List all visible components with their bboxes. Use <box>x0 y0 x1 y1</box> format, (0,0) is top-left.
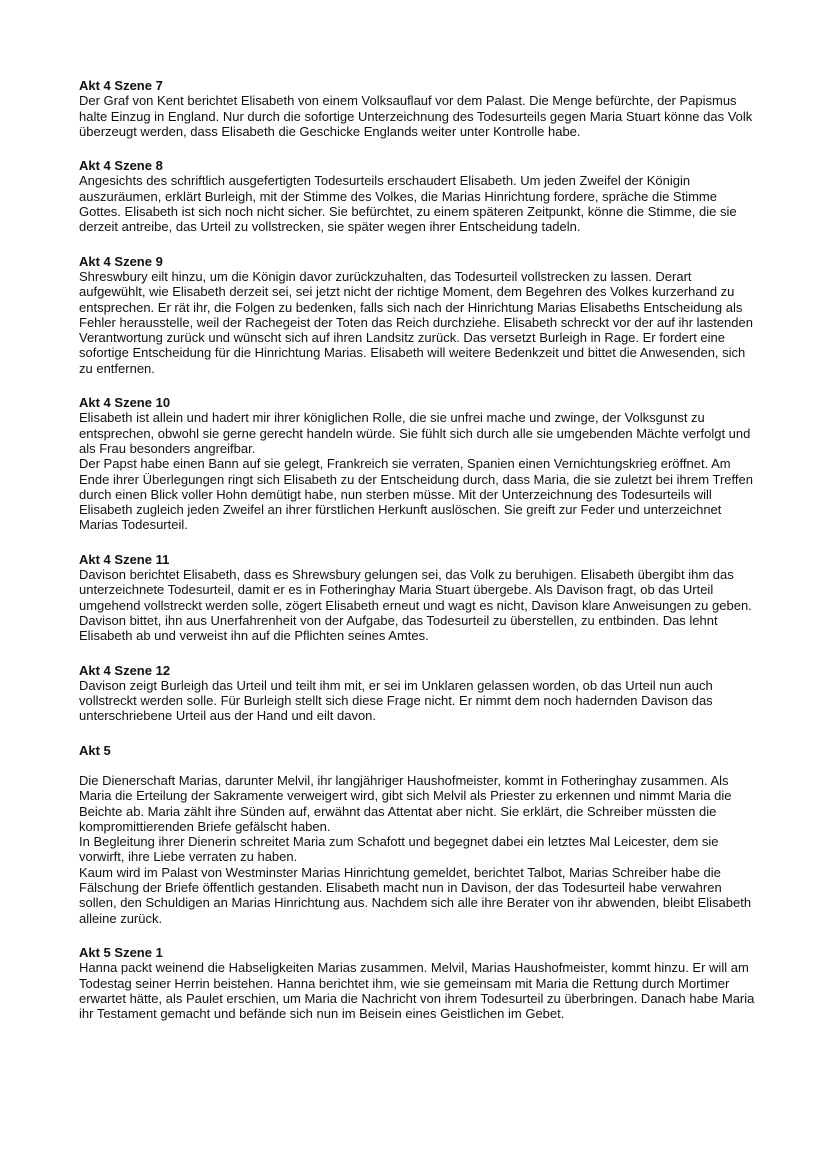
section-heading: Akt 5 <box>79 742 111 758</box>
section-akt4-szene11 <box>79 552 759 644</box>
section-paragraph: Kaum wird im Palast von Westminster Marias Hinrichtung gemeldet, berichtet Talbot, Marias Schreiber habe die Fälschung der Briefe öffentlich gestanden. Elisabeth macht nun in Davison, der das Todesurteil habe verwahren sollen, den Schuldigen an Marias Hinrichtung aus. Nachdem sich alle ihre Berater von ihr abwenden, bleibt Elisabeth alleine zurück. <box>79 864 752 926</box>
section-paragraph: In Begleitung ihrer Dienerin schreitet Maria zum Schafott und begegnet dabei ein letztes Mal Leicester, dem sie vorwirft, ihre Liebe verraten zu haben. <box>79 834 719 865</box>
section-akt5-szene1 <box>79 945 759 1021</box>
section-akt5 <box>79 743 759 926</box>
document-page <box>79 78 759 1040</box>
section-akt4-szene12 <box>79 663 759 724</box>
section-akt4-szene7 <box>79 78 759 139</box>
section-heading: Akt 4 Szene 8 <box>79 158 163 174</box>
section-heading: Akt 4 Szene 7 <box>79 78 163 93</box>
section-akt4-szene10 <box>79 395 759 533</box>
section-paragraph: Der Papst habe einen Bann auf sie gelegt, Frankreich sie verraten, Spanien einen Vernichtungskrieg eröffnet. Am Ende ihrer Überlegungen ringt sich Elisabeth zu der Entscheidung durch, dass Maria, die sie zuletzt bei ihrem Treffen durch einen Blick voller Hohn demütigt habe, nun sterben müsse. Mit der Unterzeichnung des Todesurteils will Elisabeth zugleich jeden Zweifel an ihrer fürstlichen Herkunft auslöschen. Sie greift zur Feder und unterzeichnet Marias Todesurteil. <box>79 456 753 533</box>
section-paragraph: Davison berichtet Elisabeth, dass es Shrewsbury gelungen sei, das Volk zu beruhigen. Elisabeth übergibt ihm das unterzeichnete Todesurteil, damit er es in Fotheringhay Maria Stuart übergebe. Als Davison fragt, ob das Urteil umgehend vollstreckt werden solle, zögert Elisabeth erneut und wagt es nicht, Davison klare Anweisungen zu geben. Davison bittet, ihn aus Unerfahrenheit von der Aufgabe, das Todesurteil zu überstellen, zu entbinden. Das lehnt Elisabeth ab und verweist ihn auf die Pflichten seines Amtes. <box>79 567 752 644</box>
section-heading: Akt 4 Szene 11 <box>79 551 170 567</box>
section-paragraph: Angesichts des schriftlich ausgefertigten Todesurteils erschaudert Elisabeth. Um jeden Zweifel der Königin auszuräumen, erklärt Burleigh, mit der Stimme des Volkes, die Marias Hinrichtung fordere, spräche die Stimme Gottes. Elisabeth ist sich noch nicht sicher. Sie befürchtet, zu einem späteren Zeitpunkt, könne die Stimme, die sie derzeit antreibe, das Urteil zu vollstrecken, sie später wegen ihrer Entscheidung tadeln. <box>79 173 737 235</box>
section-paragraph: Shreswbury eilt hinzu, um die Königin davor zurückzuhalten, das Todesurteil vollstrecken zu lassen. Derart aufgewühlt, wie Elisabeth derzeit sei, sei jetzt nicht der richtige Moment, dem Begehren des Volkes kurzerhand zu entsprechen. Er rät ihr, die Folgen zu bedenken, falls sich nach der Hinrichtung Marias Elisabeths Entscheidung als Fehler herausstelle, weil der Rachegeist der Toten das Reich durchziehe. Elisabeth schreckt vor der auf ihr lastenden Verantwortung zurück und wünscht sich auf ihren Landsitz zurück. Das versetzt Burleigh in Rage. Er fordert eine sofortige Entscheidung für die Hinrichtung Marias. Elisabeth will weitere Bedenkzeit und bittet die Anwesenden, sich zu entfernen. <box>79 268 753 376</box>
section-heading: Akt 4 Szene 10 <box>79 395 171 411</box>
section-paragraph: Elisabeth ist allein und hadert mir ihrer königlichen Rolle, die sie unfrei mache und zwinge, der Volksgunst zu entsprechen, obwohl sie gerne gerecht handeln würde. Sie fühlt sich durch alle sie umgebenden Mächte verfolgt und als Frau besonders angreifbar. <box>79 410 751 456</box>
section-akt4-szene9 <box>79 254 759 376</box>
section-heading: Akt 4 Szene 12 <box>79 662 171 678</box>
section-paragraph: Der Graf von Kent berichtet Elisabeth von einem Volksauflauf vor dem Palast. Die Menge befürchte, der Papismus halte Einzug in England. Nur durch die sofortige Unterzeichnung des Todesurteils gegen Maria Stuart könne das Volk überzeugt werden, dass Elisabeth die Geschicke Englands weiter unter Kontrolle habe. <box>79 93 753 139</box>
section-akt4-szene8 <box>79 158 759 234</box>
section-paragraph: Hanna packt weinend die Habseligkeiten Marias zusammen. Melvil, Marias Haushofmeister, kommt hinzu. Er will am Todestag seiner Herrin beistehen. Hanna berichtet ihm, wie sie gemeinsam mit Maria die Rettung durch Mortimer erwartet hätte, als Paulet erschien, um Maria die Nachricht von ihrem Todesurteil zu überbringen. Danach habe Maria ihr Testament gemacht und befände sich nun im Beisein eines Geistlichen im Gebet. <box>79 960 755 1022</box>
section-paragraph: Davison zeigt Burleigh das Urteil und teilt ihm mit, er sei im Unklaren gelassen worden, ob das Urteil nun auch vollstreckt werden solle. Für Burleigh stellt sich diese Frage nicht. Er nimmt dem noch hadernden Davison das unterschriebene Urteil aus der Hand und eilt davon. <box>79 677 713 724</box>
section-heading: Akt 4 Szene 9 <box>79 253 163 269</box>
section-heading: Akt 5 Szene 1 <box>79 944 163 960</box>
section-paragraph: Die Dienerschaft Marias, darunter Melvil, ihr langjähriger Haushofmeister, kommt in Fotheringhay zusammen. Als Maria die Erteilung der Sakramente verweigert wird, gibt sich Melvil als Priester zu erkennen und nimmt Maria die Beichte ab. Maria zählt ihre Sünden auf, erwähnt das Attentat aber nicht. Sie erklärt, die Schreiber müssten die kompromittierenden Briefe gefälscht haben. <box>79 772 732 834</box>
